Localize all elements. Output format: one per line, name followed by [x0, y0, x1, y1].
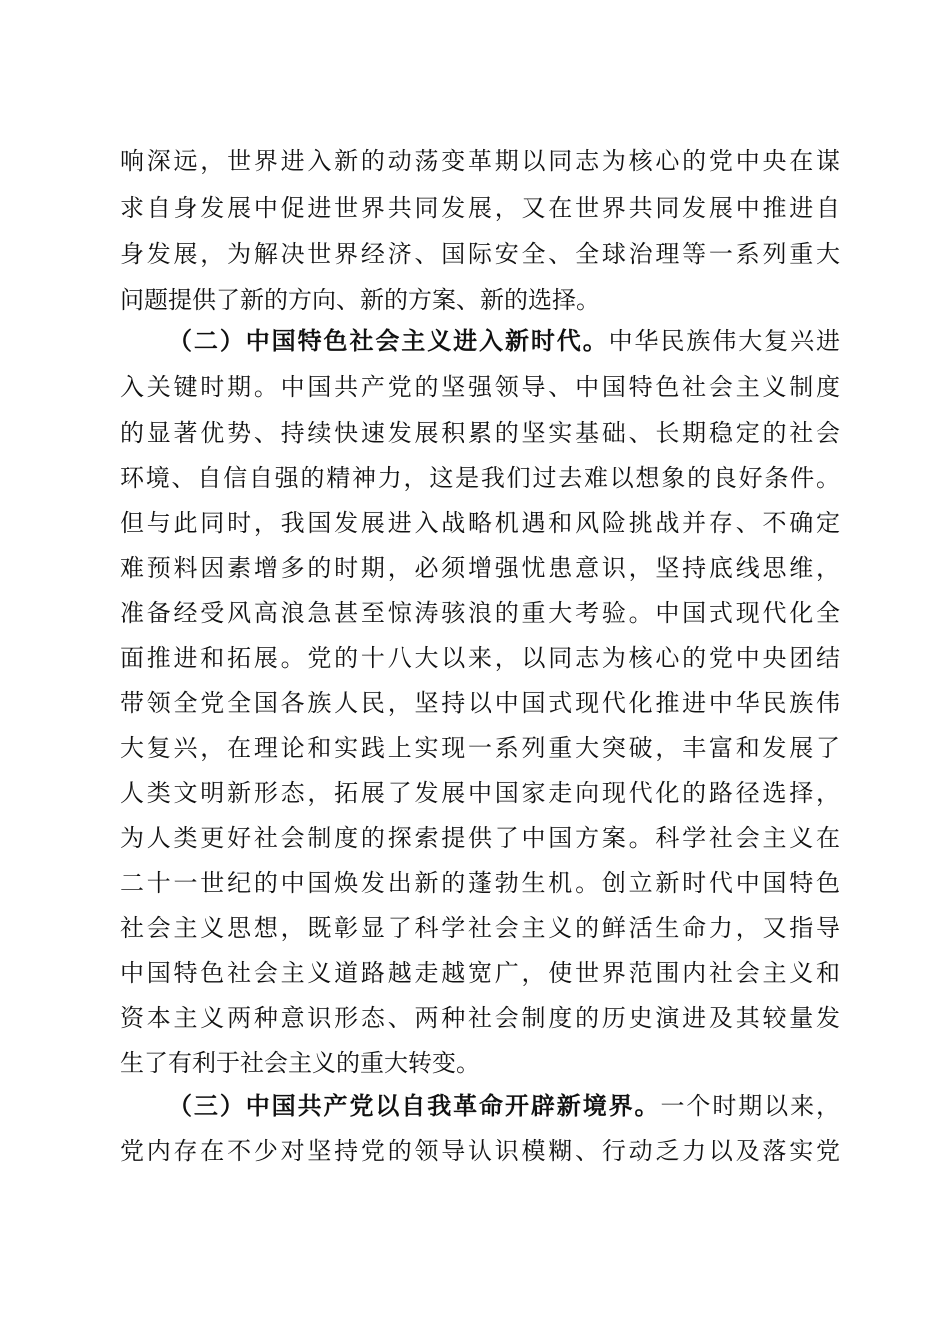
paragraph-2-line-11: 人类文明新形态，拓展了发展中国家走向现代化的路径选择，: [120, 779, 840, 807]
paragraph-2-first-line-text: 中华民族伟大复兴进: [608, 327, 840, 355]
paragraph-2-line-8: 面推进和拓展。党的十八大以来，以同志为核心的党中央团结: [120, 644, 840, 672]
paragraph-1-line-4: 问题提供了新的方向、新的方案、新的选择。: [120, 286, 600, 314]
paragraph-2-line-7: 准备经受风高浪急甚至惊涛骇浪的重大考验。中国式现代化全: [120, 599, 840, 627]
paragraph-2-line-16: 资本主义两种意识形态、两种社会制度的历史演进及其较量发: [120, 1004, 840, 1032]
paragraph-2-line-14: 社会主义思想，既彰显了科学社会主义的鲜活生命力，又指导: [120, 914, 840, 942]
paragraph-1-line-2: 求自身发展中促进世界共同发展，又在世界共同发展中推进自: [120, 194, 840, 222]
paragraph-3-line-2: 党内存在不少对坚持党的领导认识模糊、行动乏力以及落实党: [120, 1137, 840, 1165]
paragraph-2-first-line: [168, 321, 840, 361]
paragraph-2-line-12: 为人类更好社会制度的探索提供了中国方案。科学社会主义在: [120, 824, 840, 852]
paragraph-2-line-2: 入关键时期。中国共产党的坚强领导、中国特色社会主义制度: [120, 373, 840, 401]
paragraph-3-first-line-text: 一个时期以来，: [660, 1092, 841, 1120]
paragraph-2-line-3: 的显著优势、持续快速发展积累的坚实基础、长期稳定的社会: [120, 419, 840, 447]
paragraph-2-line-4: 环境、自信自强的精神力，这是我们过去难以想象的良好条件。: [120, 464, 840, 492]
paragraph-2-line-13: 二十一世纪的中国焕发出新的蓬勃生机。创立新时代中国特色: [120, 869, 840, 897]
paragraph-2-line-15: 中国特色社会主义道路越走越宽广，使世界范围内社会主义和: [120, 959, 840, 987]
paragraph-3-first-line: [168, 1086, 840, 1126]
paragraph-2-line-17: 生了有利于社会主义的重大转变。: [120, 1049, 480, 1077]
paragraph-2-line-10: 大复兴，在理论和实践上实现一系列重大突破，丰富和发展了: [120, 734, 840, 762]
paragraph-2-line-9: 带领全党全国各族人民，坚持以中国式现代化推进中华民族伟: [120, 689, 840, 717]
paragraph-2-line-5: 但与此同时，我国发展进入战略机遇和风险挑战并存、不确定: [120, 509, 840, 537]
section-heading-2: （二）中国特色社会主义进入新时代。: [168, 326, 609, 355]
paragraph-2-line-6: 难预料因素增多的时期，必须增强忧患意识，坚持底线思维，: [120, 554, 840, 582]
paragraph-1-line-1: 响深远，世界进入新的动荡变革期以同志为核心的党中央在谋: [120, 147, 840, 175]
paragraph-1-line-3: 身发展，为解决世界经济、国际安全、全球治理等一系列重大: [120, 240, 840, 268]
section-heading-3: （三）中国共产党以自我革命开辟新境界。: [168, 1091, 661, 1120]
